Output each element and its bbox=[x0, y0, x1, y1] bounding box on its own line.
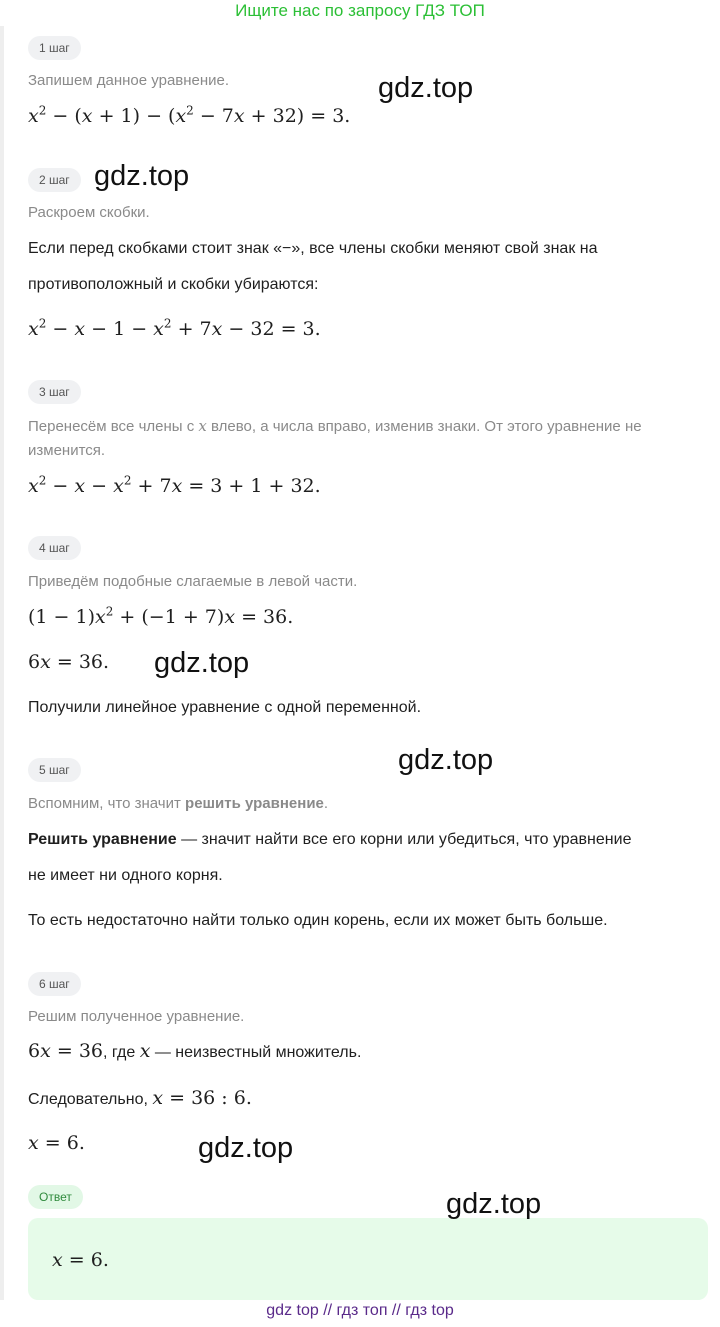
step-3-equation: $x^2 - x - x^2 + 7x = 3 + 1 + 32$. bbox=[28, 473, 321, 497]
step-4-text: Получили линейное уравнение с одной переменной. bbox=[28, 699, 422, 716]
step-6-result: x = 6. bbox=[28, 1132, 85, 1154]
watermark: gdz.top bbox=[446, 1188, 542, 1220]
step-2-text: Если перед скобками стоит знак «−», все члены скобки меняют свой знак на противоположный и скобки убираются: bbox=[28, 240, 598, 293]
step-6-line-1: 6x = 36, где x — неизвестный множитель. bbox=[28, 1040, 362, 1062]
answer-badge: Ответ bbox=[28, 1185, 83, 1209]
step-3-hint bbox=[28, 414, 708, 463]
step-6-hint: Решим полученное уравнение. bbox=[28, 1008, 245, 1025]
step-1-equation: $x^2 - (x + 1) - (x^2 - 7x + 32) = 3$. bbox=[28, 103, 351, 127]
step-5-hint-part2: . bbox=[323, 795, 329, 812]
step-4-equation-1: $(1 - 1)x^2 + (-1 + 7)x = 36$. bbox=[28, 604, 294, 628]
step-5-text-2: То есть недостаточно найти только один корень, если их может быть больше. bbox=[28, 912, 608, 929]
step-1-badge: 1 шаг bbox=[28, 36, 81, 60]
step-2-badge: 2 шаг bbox=[28, 168, 81, 192]
step-3-badge: 3 шаг bbox=[28, 380, 81, 404]
step-6-line-1-text-a: , где bbox=[103, 1044, 140, 1061]
step-5-hint-part1: Вспомним, что значит bbox=[28, 795, 186, 812]
step-5-text-rest: — значит найти все его корни или убедиться, что уравнение не имеет ни одного корня. bbox=[28, 831, 632, 884]
watermark: gdz.top bbox=[398, 744, 494, 776]
step-2-hint: Раскроем скобки. bbox=[28, 204, 150, 221]
step-5-hint bbox=[28, 792, 328, 816]
answer-box bbox=[28, 1218, 708, 1300]
step-6-line-1-text-b: — неизвестный множитель. bbox=[150, 1044, 362, 1061]
step-5-text bbox=[28, 822, 648, 894]
watermark: gdz.top bbox=[154, 647, 250, 679]
step-6-line-2: Следовательно, x = 36 : 6. bbox=[28, 1087, 252, 1109]
step-6-badge: 6 шаг bbox=[28, 972, 81, 996]
step-4-badge: 4 шаг bbox=[28, 536, 81, 560]
step-3-hint-part1: Перенесём все члены с bbox=[28, 418, 199, 435]
step-4-equation-2: 6x = 36. bbox=[28, 651, 110, 673]
step-5-badge: 5 шаг bbox=[28, 758, 81, 782]
left-rail bbox=[0, 26, 4, 1300]
watermark: gdz.top bbox=[378, 72, 474, 104]
step-5-text-bold: Решить уравнение bbox=[28, 831, 177, 848]
step-2-equation: $x^2 - x - 1 - x^2 + 7x - 32 = 3$. bbox=[28, 316, 321, 340]
watermark: gdz.top bbox=[198, 1132, 294, 1164]
step-4-hint: Приведём подобные слагаемые в левой части. bbox=[28, 573, 358, 590]
step-3-hint-var: x bbox=[198, 417, 207, 435]
step-3-hint-part2: влево, а числа вправо, изменив знаки. От этого уравнение не изменится. bbox=[28, 418, 642, 459]
step-1-hint: Запишем данное уравнение. bbox=[28, 72, 230, 89]
footer-links[interactable]: gdz top // гдз топ // гдз top bbox=[266, 1302, 454, 1319]
step-5-hint-bold: решить уравнение bbox=[185, 795, 324, 812]
search-banner: Ищите нас по запросу ГДЗ ТОП bbox=[235, 1, 485, 20]
answer-equation: x = 6. bbox=[52, 1249, 109, 1271]
step-6-line-2-text: Следовательно, bbox=[28, 1091, 153, 1108]
watermark: gdz.top bbox=[94, 160, 190, 192]
